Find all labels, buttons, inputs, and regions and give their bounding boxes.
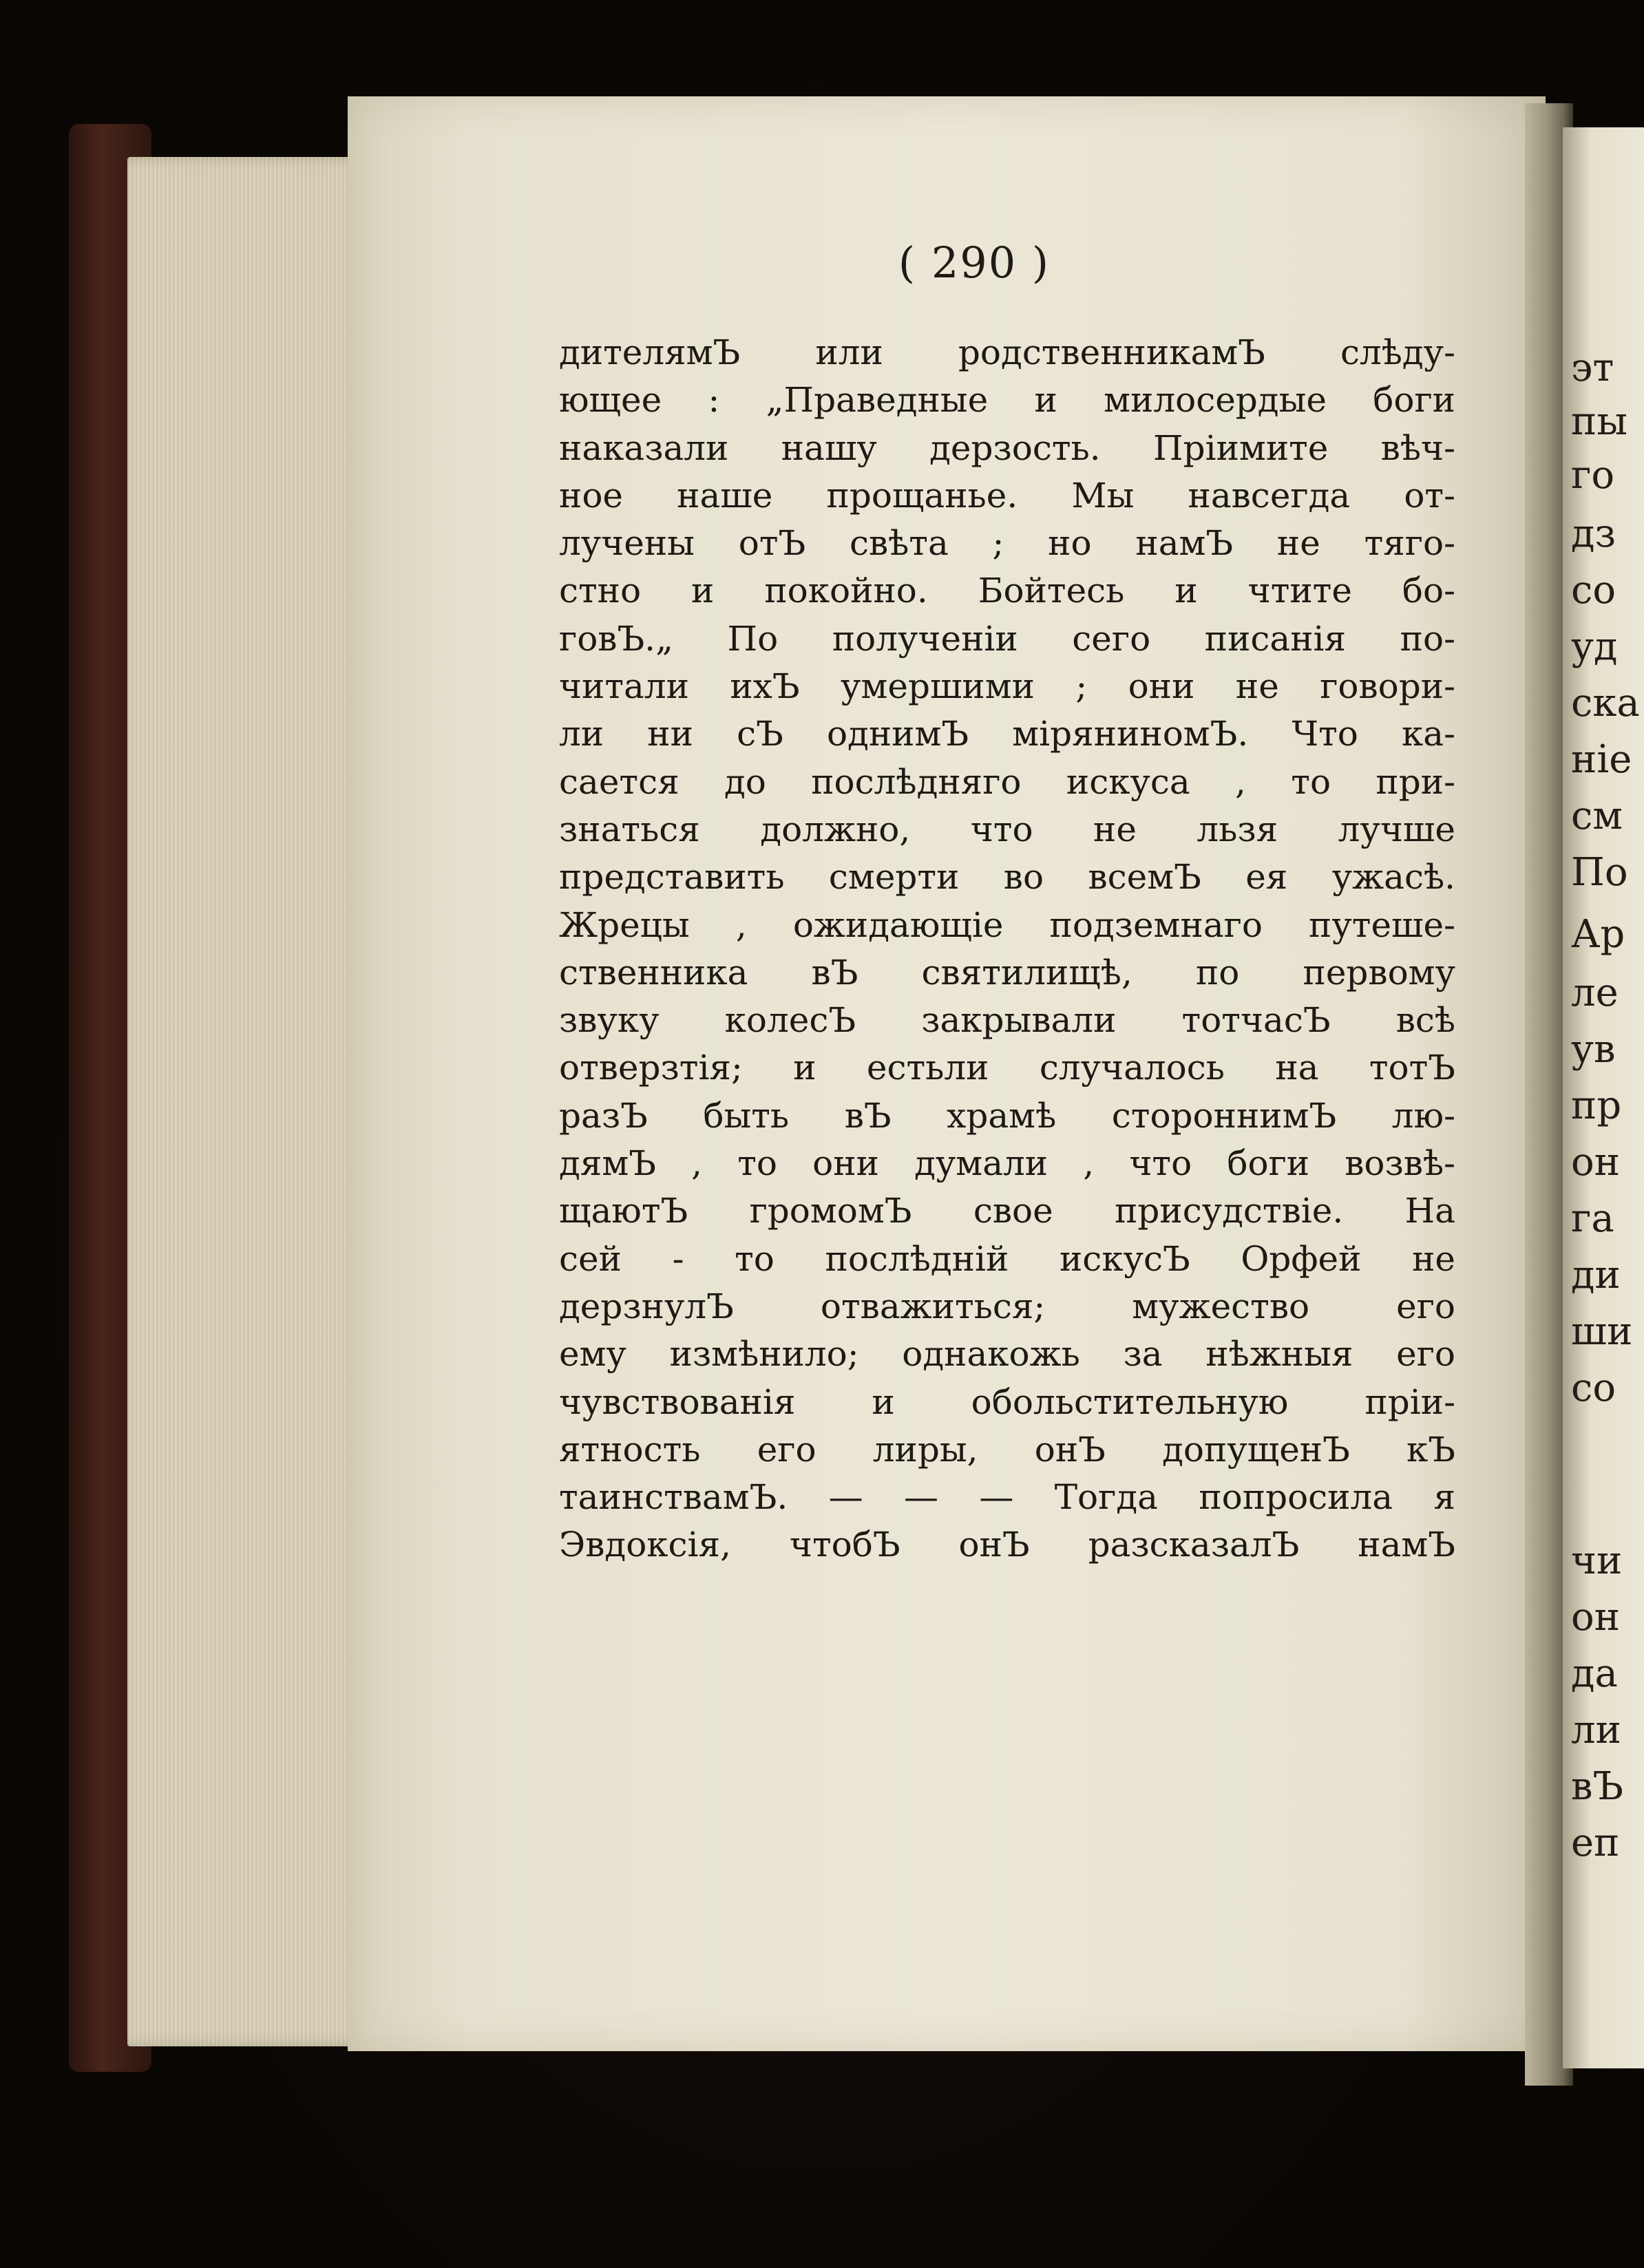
text-line: ющее : „Праведные и милосердые боги	[559, 380, 1455, 421]
text-line: сается до послѣдняго искуса , то при-	[559, 761, 1455, 802]
facing-page-fragment: еп	[1571, 1821, 1620, 1865]
text-line: лучены отЪ свѣта ; но намЪ не тяго-	[559, 523, 1455, 564]
text-line: ли ни сЪ однимЪ міряниномЪ. Что ка-	[559, 714, 1455, 754]
facing-page-fragment: ли	[1571, 1708, 1621, 1752]
facing-page-fragment: со	[1571, 568, 1616, 613]
facing-page-fragment: вЪ	[1571, 1764, 1624, 1809]
text-line: наказали нашу дерзость. Пріимите вѣч-	[559, 427, 1455, 468]
page-number: ( 290 )	[898, 237, 1051, 288]
text-line: ему измѣнило; однакожь за нѣжныя его	[559, 1334, 1455, 1375]
text-line: дителямЪ или родственникамЪ слѣду-	[559, 332, 1455, 372]
text-line: ное наше прощанье. Мы навсегда от-	[559, 475, 1455, 516]
text-line: дямЪ , то они думали , что боги возвѣ-	[559, 1143, 1455, 1184]
text-line: представить смерти во всемЪ ея ужасѣ.	[559, 857, 1455, 898]
text-line: читали ихЪ умершими ; они не говори-	[559, 666, 1455, 707]
facing-page-fragment: см	[1571, 794, 1623, 838]
facing-page-fragment: да	[1571, 1651, 1618, 1696]
facing-page-fragment: ши	[1571, 1309, 1633, 1354]
facing-page-fragment: со	[1571, 1366, 1616, 1410]
facing-page-fragment: чи	[1571, 1538, 1623, 1583]
facing-page-fragment: га	[1571, 1196, 1614, 1241]
facing-page-fragment: эт	[1571, 346, 1614, 390]
text-line: чувствованія и обольстительную пріи-	[559, 1381, 1455, 1422]
facing-page-fragment: пы	[1571, 399, 1627, 444]
text-line: таинствамЪ. — — — Тогда попросила я	[559, 1477, 1455, 1518]
text-line: Жрецы , ожидающіе подземнаго путеше-	[559, 904, 1455, 945]
facing-page-fragment: ле	[1571, 971, 1619, 1015]
text-line: сей - то послѣдній искусЪ Орфей не	[559, 1238, 1455, 1279]
text-line: стно и покойно. Бойтесь и чтите бо-	[559, 571, 1455, 611]
text-line: звуку колесЪ закрывали тотчасЪ всѣ	[559, 1000, 1455, 1041]
page-body-text	[559, 329, 1455, 1569]
facing-page-fragment: уд	[1571, 624, 1618, 669]
text-line: Эвдоксія, чтобЪ онЪ разсказалЪ намЪ	[559, 1525, 1455, 1565]
text-line: щаютЪ громомЪ свое присудствіе. На	[559, 1191, 1455, 1231]
text-line: говЪ.„ По полученіи сего писанія по-	[559, 618, 1455, 659]
facing-page-fragment: он	[1571, 1140, 1621, 1185]
facing-page-fragment: ніе	[1571, 737, 1632, 782]
page-edges	[127, 157, 365, 2046]
text-line: ятность его лиры, онЪ допущенЪ кЪ	[559, 1429, 1455, 1470]
facing-page-fragment: ска	[1571, 681, 1640, 725]
text-line: ственника вЪ святилищѣ, по первому	[559, 952, 1455, 993]
facing-page-fragment: дз	[1571, 511, 1616, 556]
facing-page-fragment: По	[1571, 850, 1628, 895]
facing-page-fragment: ув	[1571, 1027, 1616, 1072]
text-line: разЪ быть вЪ храмѣ стороннимЪ лю-	[559, 1095, 1455, 1136]
facing-page-fragment: он	[1571, 1595, 1621, 1640]
text-line: отверзтія; и естьли случалось на тотЪ	[559, 1048, 1455, 1088]
text-line: знаться должно, что не льзя лучше	[559, 809, 1455, 849]
facing-page-fragment: Ар	[1571, 912, 1625, 957]
facing-page-fragment: пр	[1571, 1083, 1622, 1128]
facing-page-fragment: ди	[1571, 1253, 1621, 1297]
facing-page-fragment: го	[1571, 453, 1615, 498]
text-line: дерзнулЪ отважиться; мужество его	[559, 1286, 1455, 1326]
